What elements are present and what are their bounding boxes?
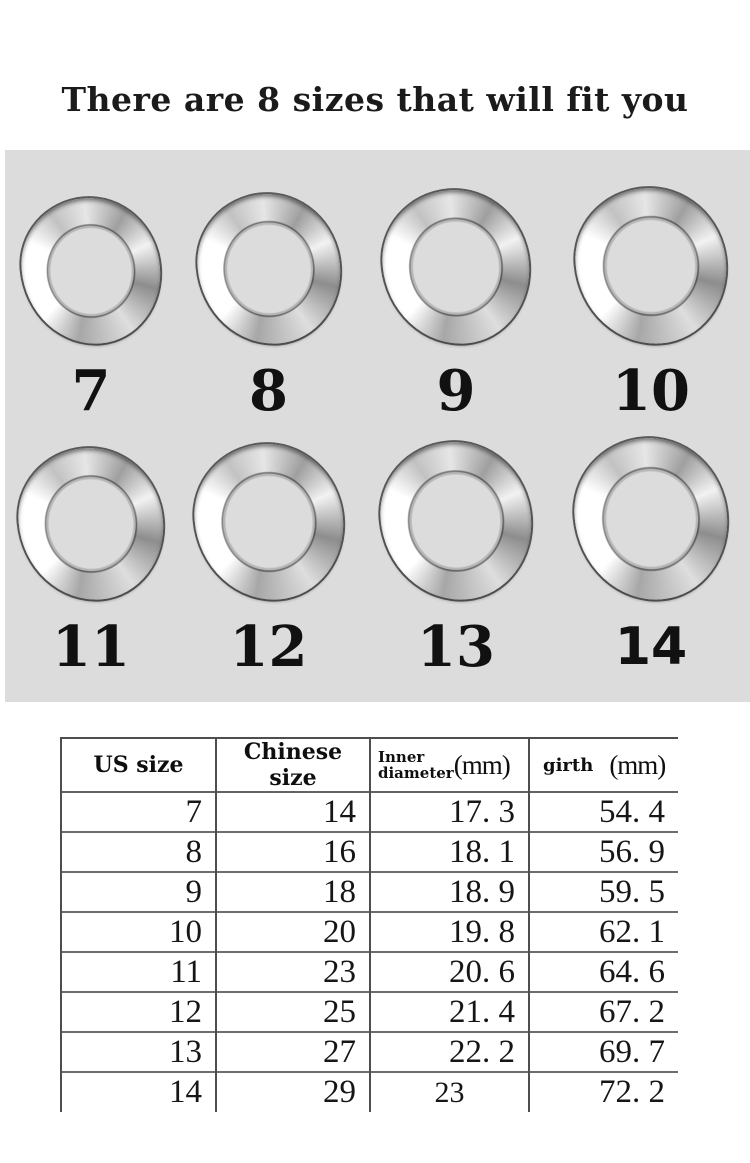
us-size-cell: 12: [61, 992, 216, 1032]
ring-image: [191, 188, 346, 350]
girth-cell: 72. 2: [529, 1072, 678, 1112]
table-row: [61, 992, 678, 1032]
inner-diameter-cell: 19. 8: [370, 912, 529, 952]
table-row: [61, 792, 678, 832]
ring-cell-13: [360, 438, 552, 678]
ring-image: [377, 184, 536, 350]
girth-word: girth: [543, 754, 594, 776]
chinese-size-cell: 16: [216, 832, 370, 872]
inner-diameter-cell: 18. 9: [370, 872, 529, 912]
ring-size-label: 10: [612, 358, 690, 424]
ring-cell-12: [177, 438, 360, 678]
ring-row-1: [5, 188, 750, 422]
inner-diameter-cell: 17. 3: [370, 792, 529, 832]
girth-unit: (mm): [609, 749, 666, 780]
ring-size-label: 13: [417, 614, 495, 680]
ring-size-label: 14: [614, 617, 688, 677]
ring-image: [16, 192, 166, 349]
inner-diameter-cell: 20. 6: [370, 952, 529, 992]
ring-size-panel: [5, 150, 750, 702]
table-row: [61, 912, 678, 952]
girth-cell: 59. 5: [529, 872, 678, 912]
inner-diameter-word-1: Inner: [378, 748, 425, 766]
ring-size-label: 12: [229, 614, 308, 680]
table-header-row: [61, 738, 678, 792]
us-size-cell: 9: [61, 872, 216, 912]
table-row: [61, 832, 678, 872]
ring-image: [569, 182, 732, 350]
chinese-size-cell: 29: [216, 1072, 370, 1112]
us-size-cell: 14: [61, 1072, 216, 1112]
ring-image: [374, 436, 537, 606]
inner-diameter-cell: 23: [370, 1072, 529, 1112]
girth-cell: 64. 6: [529, 952, 678, 992]
ring-cell-11: [5, 438, 177, 678]
column-header-chinese-size: Chinese size: [216, 738, 370, 792]
us-size-cell: 10: [61, 912, 216, 952]
girth-cell: 67. 2: [529, 992, 678, 1032]
chinese-size-cell: 18: [216, 872, 370, 912]
column-header-inner-diameter: [370, 738, 529, 792]
girth-cell: 54. 4: [529, 792, 678, 832]
inner-diameter-cell: 22. 2: [370, 1032, 529, 1072]
us-size-cell: 8: [61, 832, 216, 872]
ring-image: [188, 438, 349, 606]
ring-image: [568, 432, 734, 607]
table-row: [61, 1072, 678, 1112]
ring-size-label: 11: [52, 614, 130, 680]
inner-diameter-cell: 18. 1: [370, 832, 529, 872]
ring-cell-10: [552, 188, 750, 422]
ring-cell-7: [5, 188, 177, 422]
table-row: [61, 872, 678, 912]
chinese-size-cell: 27: [216, 1032, 370, 1072]
chinese-size-cell: 25: [216, 992, 370, 1032]
inner-diameter-cell: 21. 4: [370, 992, 529, 1032]
us-size-cell: 11: [61, 952, 216, 992]
page-title: There are 8 sizes that will fit you: [61, 80, 689, 119]
us-size-cell: 13: [61, 1032, 216, 1072]
girth-cell: 69. 7: [529, 1032, 678, 1072]
ring-image: [13, 442, 170, 606]
ring-row-2: [5, 438, 750, 678]
inner-diameter-unit: (mm): [453, 749, 510, 780]
table-row: [61, 1032, 678, 1072]
us-size-cell: 7: [61, 792, 216, 832]
chinese-size-cell: 23: [216, 952, 370, 992]
inner-diameter-word-2: diameter: [378, 764, 454, 782]
column-header-us-size: US size: [61, 738, 216, 792]
ring-cell-14: [552, 438, 750, 678]
size-table: [60, 737, 678, 1112]
ring-size-label: 9: [436, 358, 476, 424]
table-row: [61, 952, 678, 992]
chinese-size-cell: 20: [216, 912, 370, 952]
column-header-girth: [529, 738, 678, 792]
girth-cell: 56. 9: [529, 832, 678, 872]
ring-size-label: 7: [71, 358, 111, 424]
chinese-size-cell: 14: [216, 792, 370, 832]
girth-cell: 62. 1: [529, 912, 678, 952]
ring-size-label: 8: [249, 358, 288, 424]
ring-cell-9: [360, 188, 552, 422]
ring-cell-8: [177, 188, 360, 422]
